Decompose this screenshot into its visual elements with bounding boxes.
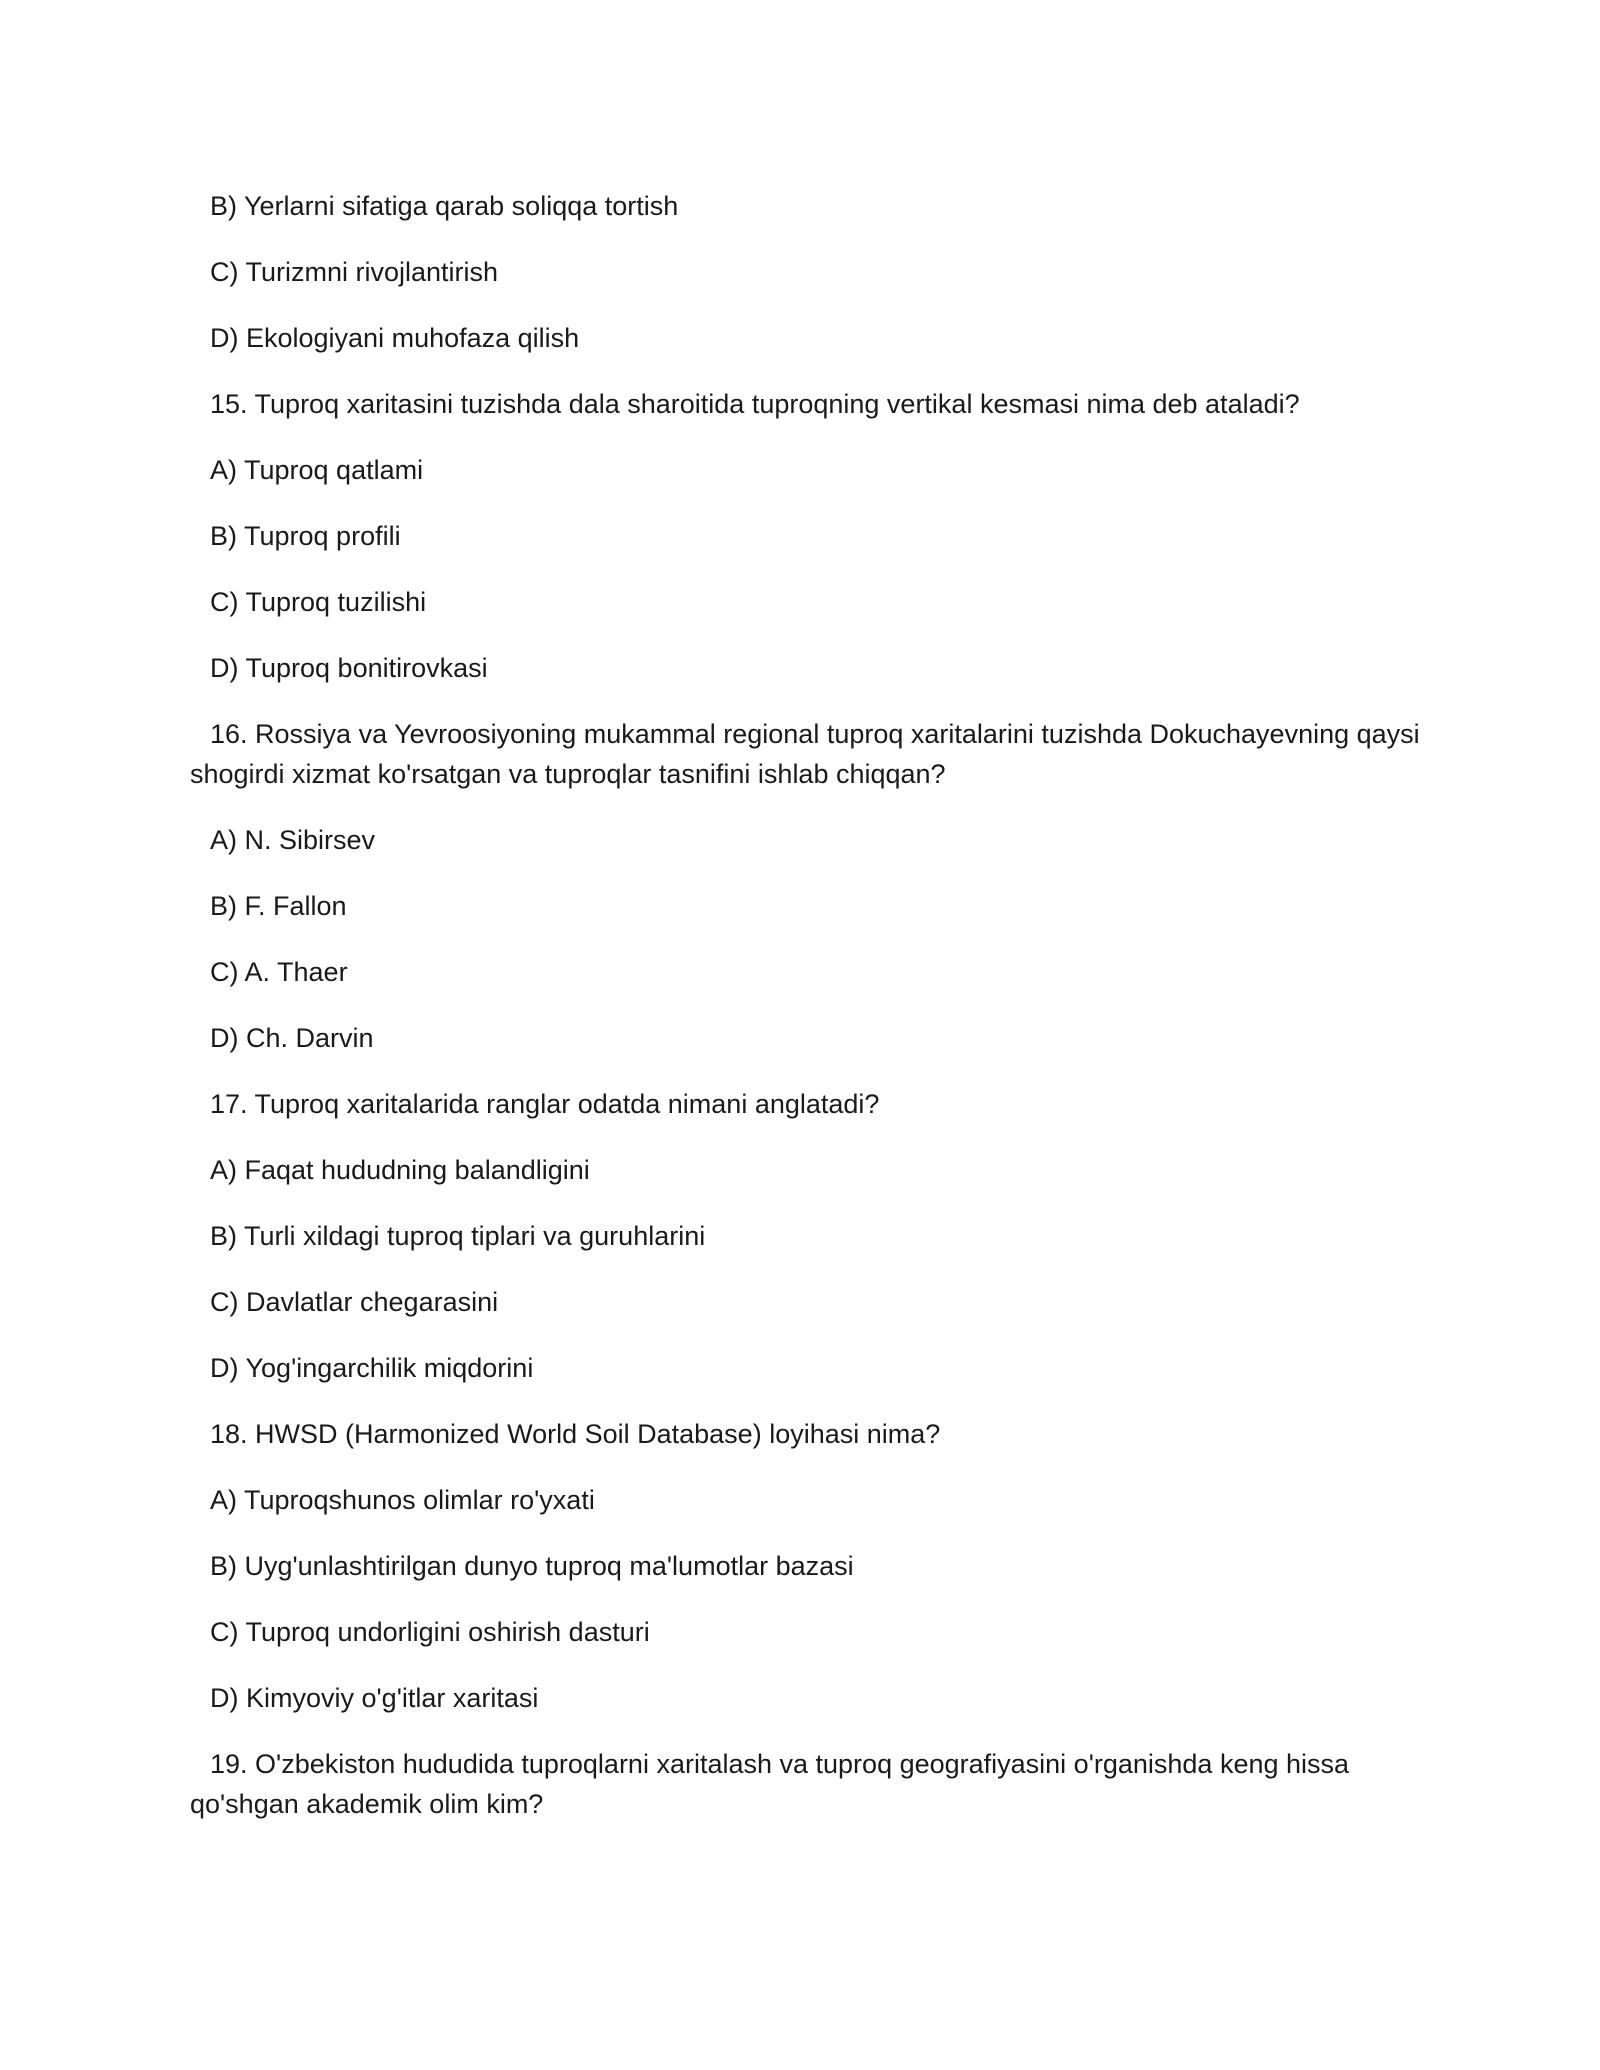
answer-option: B) Tuproq profili [210, 521, 401, 551]
answer-option: C) Davlatlar chegarasini [210, 1287, 499, 1317]
answer-option: A) Tuproqshunos olimlar ro'yxati [210, 1485, 595, 1515]
answer-option: A) N. Sibirsev [210, 825, 376, 855]
answer-option: C) Tuproq undorligini oshirish dasturi [210, 1617, 650, 1647]
answer-option: D) Ch. Darvin [210, 1023, 374, 1053]
question-17: 17. Tuproq xaritalarida ranglar odatda nimani anglatadi? [210, 1089, 880, 1119]
answer-option: D) Kimyoviy o'g'itlar xaritasi [210, 1683, 539, 1713]
answer-option: C) Tuproq tuzilishi [210, 587, 427, 617]
answer-option: A) Tuproq qatlami [210, 455, 424, 485]
question-19: 19. O'zbekiston hududida tuproqlarni xaritalash va tuproq geografiyasini o'rganishda keng hissa [210, 1749, 1350, 1779]
question-15: 15. Tuproq xaritasini tuzishda dala sharoitida tuproqning vertikal kesmasi nima deb ataladi? [210, 389, 1300, 419]
answer-option: B) Uyg'unlashtirilgan dunyo tuproq ma'lumotlar bazasi [210, 1551, 854, 1581]
answer-option: A) Faqat hududning balandligini [210, 1155, 590, 1185]
answer-option: B) F. Fallon [210, 891, 347, 921]
answer-option: D) Tuproq bonitirovkasi [210, 653, 488, 683]
question-18: 18. HWSD (Harmonized World Soil Database) loyihasi nima? [210, 1419, 941, 1449]
answer-option: B) Turli xildagi tuproq tiplari va guruhlarini [210, 1221, 706, 1251]
question-16-continuation: shogirdi xizmat ko'rsatgan va tuproqlar tasnifini ishlab chiqqan? [190, 759, 946, 789]
answer-option: C) Turizmni rivojlantirish [210, 257, 499, 287]
answer-option: C) A. Thaer [210, 957, 348, 987]
answer-option: D) Yog'ingarchilik miqdorini [210, 1353, 534, 1383]
answer-option: B) Yerlarni sifatiga qarab soliqqa tortish [210, 191, 679, 221]
question-16: 16. Rossiya va Yevroosiyoning mukammal regional tuproq xaritalarini tuzishda Dokuchayevning qaysi [210, 719, 1420, 749]
question-19-continuation: qo'shgan akademik olim kim? [190, 1789, 544, 1819]
answer-option: D) Ekologiyani muhofaza qilish [210, 323, 580, 353]
